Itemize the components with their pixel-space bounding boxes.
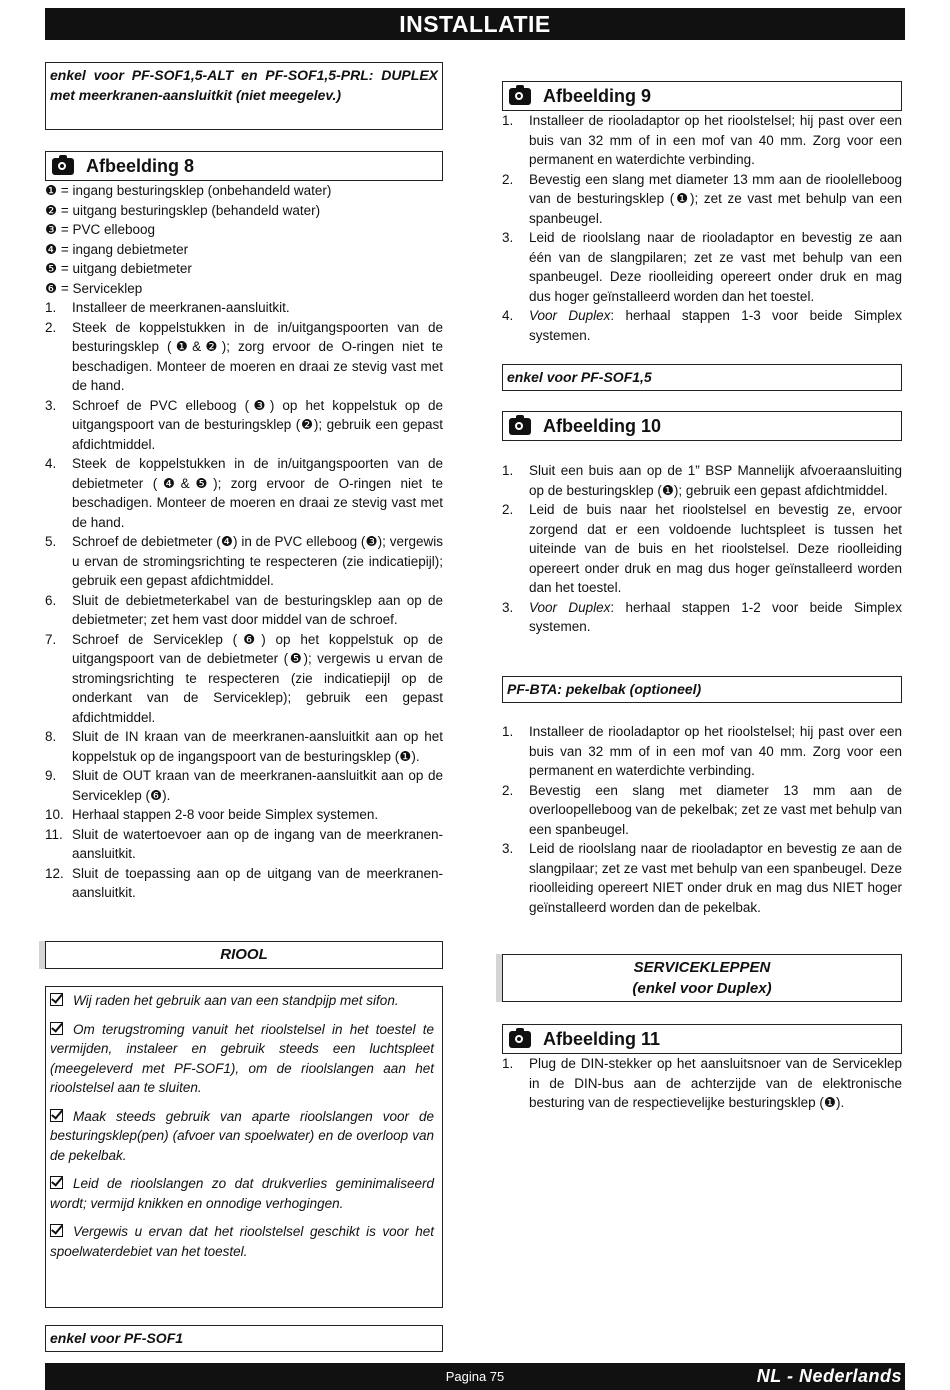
step-item [502, 228, 902, 306]
step-number: 4. [45, 456, 57, 471]
page-title: INSTALLATIE [45, 8, 905, 40]
note-duplex: enkel voor PF-SOF1,5-ALT en PF-SOF1,5-PRL: DUPLEX met meerkranen-aansluitkit (niet meegelev.) [45, 62, 443, 130]
camera-icon [509, 418, 531, 435]
step-item [45, 454, 443, 532]
legend-item: ❶ = ingang besturingsklep (onbehandeld water) [45, 183, 332, 198]
step-number: 2. [502, 782, 514, 798]
checkbox-icon [50, 1022, 63, 1035]
step-text: Steek de koppelstukken in de in/uitgangspoorten van de besturingsklep (❶&❷); zorg ervoor de O-ringen niet te beschadigen. Monteer de moeren en draai ze stevig vast met de hand. [72, 319, 443, 393]
steps-figure-10 [502, 461, 902, 637]
step-number: 2. [502, 502, 514, 517]
step-number: 4. [502, 308, 514, 323]
step-number: 1. [45, 300, 57, 315]
step-text: Sluit een buis aan op de 1” BSP Mannelijk afvoeraansluiting op de besturingsklep (❶); gebruik een gepast afdichtmiddel. [529, 463, 902, 498]
legend-item: ❸ = PVC elleboog [45, 222, 156, 237]
language-label: NL - Nederlands [756, 1366, 902, 1386]
step-number: 1. [502, 1056, 514, 1071]
step-item [45, 591, 443, 630]
step-item [502, 722, 902, 781]
step-item [502, 781, 902, 840]
serviceklep-subtitle: (enkel voor Duplex) [632, 980, 772, 997]
riool-heading: RIOOL [45, 941, 443, 969]
tip-text: Leid de rioolslangen zo dat drukverlies geminimaliseerd wordt; vermijd knikken en onnodige verhogingen. [50, 1176, 434, 1211]
legend-item: ❹ = ingang debietmeter [45, 241, 189, 257]
tip-item [50, 1020, 434, 1098]
note-pf-bta: PF-BTA: pekelbak (optioneel) [502, 676, 902, 703]
step-number: 1. [502, 724, 514, 739]
step-number: 3. [502, 599, 514, 615]
step-text: Voor Duplex: herhaal stappen 1-3 voor beide Simplex systemen. [529, 308, 902, 343]
step-number: 5. [45, 534, 57, 549]
step-number: 1. [502, 113, 514, 128]
steps-figure-9 [502, 111, 902, 345]
steps-list [45, 298, 443, 903]
page-number: Pagina 75 [445, 1369, 505, 1384]
step-text: Schroef de debietmeter (❹) in de PVC elleboog (❸); vergewis u ervan de stromingsrichting te respecteren (zie indicatiepijl); gebruik een gepast afdichtmiddel. [72, 534, 443, 588]
step-text: Leid de rioolslang naar de riooladaptor en bevestig ze aan één van de slangpilaren; zet ze vast met behulp van een spanbeugel. Deze rioolleiding opereert onder druk en mag dus hoger geïnstalleerd worden dan het toestel. [529, 230, 902, 304]
checkbox-icon [50, 1176, 63, 1189]
step-number: 6. [45, 592, 57, 608]
step-text: Sluit de OUT kraan van de meerkranen-aansluitkit aan op de Serviceklep (❻). [72, 768, 443, 803]
step-number: 2. [45, 319, 57, 335]
step-text: Installeer de riooladaptor op het rioolstelsel; hij past over een buis van 32 mm of in een mof van 40 mm. Zorg voor een permanent en waterdichte verbinding. [529, 113, 902, 167]
step-text: Bevestig een slang met diameter 13 mm aan de overloopelleboog van de pekelbak; zet ze vast met behulp van een spanbeugel. [529, 782, 902, 837]
legend-list [45, 181, 443, 903]
figure-9-header [502, 81, 902, 111]
figure-9-title: Afbeelding 9 [543, 85, 652, 106]
step-item [45, 532, 443, 591]
camera-icon [509, 1031, 531, 1048]
step-number: 3. [502, 841, 514, 856]
note-pf-sof1-5: enkel voor PF-SOF1,5 [502, 364, 902, 391]
step-item [45, 805, 443, 825]
tip-text: Vergewis u ervan dat het rioolstelsel geschikt is voor het spoelwaterdebiet van het toestel. [50, 1224, 434, 1259]
step-number: 7. [45, 631, 57, 647]
step-item [502, 1054, 902, 1113]
figure-8-title: Afbeelding 8 [86, 155, 195, 176]
step-text: Plug de DIN-stekker op het aansluitsnoer van de Serviceklep in de DIN-bus aan de achterzijde van de elektronische besturing van de respectievelijke besturingsklep (❶). [529, 1056, 902, 1110]
step-item [45, 766, 443, 805]
step-text: Voor Duplex: herhaal stappen 1-2 voor beide Simplex systemen. [529, 599, 902, 634]
step-text: Schroef de PVC elleboog (❸) op het koppelstuk op de uitgangspoort van de besturingsklep (❷); gebruik een gepast afdichtmiddel. [72, 397, 443, 452]
step-item [502, 306, 902, 345]
camera-icon [52, 158, 74, 175]
step-number: 11. [45, 826, 63, 842]
step-text: Sluit de toepassing aan op de uitgang van de meerkranen-aansluitkit. [72, 865, 443, 900]
legend-item: ❷ = uitgang besturingsklep (behandeld water) [45, 202, 321, 218]
figure-8-header [45, 151, 443, 181]
figure-10-title: Afbeelding 10 [543, 415, 662, 436]
checkbox-icon [50, 993, 63, 1006]
step-item [45, 298, 443, 318]
figure-11-header [502, 1024, 902, 1054]
step-item [45, 630, 443, 728]
step-text: Installeer de riooladaptor op het rioolstelsel; hij past over een buis van 32 mm of in een mof van 40 mm. Zorg voor een permanent en waterdichte verbinding. [529, 724, 902, 778]
step-number: 8. [45, 729, 57, 744]
step-item [45, 825, 443, 864]
legend-item: ❺ = uitgang debietmeter [45, 261, 192, 276]
serviceklep-title: SERVICEKLEPPEN [633, 959, 771, 976]
step-item [45, 727, 443, 766]
step-item [502, 111, 902, 170]
step-number: 3. [502, 230, 514, 245]
step-item [502, 461, 902, 500]
step-number: 12. [45, 865, 64, 881]
serviceklep-heading [502, 954, 902, 1002]
step-number: 3. [45, 397, 57, 413]
step-item [502, 598, 902, 637]
step-text: Installeer de meerkranen-aansluitkit. [72, 300, 290, 315]
step-text: Schroef de Serviceklep (❻) op het koppelstuk op de uitgangspoort van de debietmeter (❺); vergewis u ervan de stromingsrichting te respecteren (zie indicatiepijl op de onderkant van de Serviceklep); gebruik een gepast afdichtmiddel. [72, 631, 443, 725]
step-text: Leid de rioolslang naar de riooladaptor en bevestig ze aan de slangpilaar; zet ze vast met behulp van een spanbeugel. Deze rioolleiding opereert NIET onder druk en mag dus NIET hoger geïnstalleerd worden dan de pekelbak. [529, 841, 902, 915]
tip-item [50, 991, 434, 1011]
step-number: 2. [502, 171, 514, 187]
step-text: Bevestig een slang met diameter 13 mm aan de rioolelleboog van de besturingsklep (❶); zet ze vast met behulp van een spanbeugel. [529, 171, 902, 226]
step-text: Sluit de watertoevoer aan op de ingang van de meerkranen-aansluitkit. [72, 826, 443, 861]
tip-text: Wij raden het gebruik aan van een standpijp met sifon. [73, 993, 399, 1008]
figure-11-title: Afbeelding 11 [543, 1028, 661, 1049]
legend-item: ❻ = Serviceklep [45, 280, 143, 296]
tips-box [45, 986, 443, 1308]
step-number: 9. [45, 768, 57, 783]
step-item [45, 864, 443, 903]
figure-10-header [502, 411, 902, 441]
step-item [502, 839, 902, 917]
step-text: Steek de koppelstukken in de in/uitgangspoorten van de debietmeter (❹&❺); zorg ervoor de O-ringen niet te beschadigen. Monteer de moeren en draai ze stevig vast met de hand. [72, 456, 443, 530]
tip-item [50, 1222, 434, 1261]
step-number: 10. [45, 807, 64, 822]
step-item [502, 500, 902, 598]
step-item [45, 396, 443, 455]
steps-pekelbak [502, 722, 902, 917]
step-text: Sluit de IN kraan van de meerkranen-aansluitkit aan op het koppelstuk op de ingangspoort van de besturingsklep (❶). [72, 729, 443, 764]
step-text: Leid de buis naar het rioolstelsel en bevestig ze, ervoor zorgend dat er een voldoende luchtspleet is tussen het uiteinde van de buis en het rioolstelsel. Deze rioolleiding opereert onder druk en mag dus hoger geïnstalleerd worden dan het toestel. [529, 502, 902, 595]
step-text: Herhaal stappen 2-8 voor beide Simplex systemen. [72, 807, 379, 822]
note-pf-sof1: enkel voor PF-SOF1 [45, 1325, 443, 1352]
step-number: 1. [502, 463, 514, 478]
tip-text: Om terugstroming vanuit het rioolstelsel in het toestel te vermijden, instaleer en gebruik steeds een luchtspleet (meegeleverd met PF-SOF1), om de rioolslangen aan het rioolstelsel aan te sluiten. [50, 1021, 434, 1095]
step-item [45, 318, 443, 396]
checkbox-icon [50, 1224, 63, 1237]
tip-text: Maak steeds gebruik van aparte rioolslangen voor de besturingsklep(pen) (afvoer van spoelwater) en de overloop van de pekelbak. [50, 1108, 434, 1163]
step-item [502, 170, 902, 229]
steps-figure-11 [502, 1054, 902, 1113]
checkbox-icon [50, 1109, 63, 1122]
footer [45, 1363, 905, 1390]
tip-item [50, 1107, 434, 1166]
camera-icon [509, 88, 531, 105]
tip-item [50, 1174, 434, 1213]
step-text: Sluit de debietmeterkabel van de besturingsklep aan op de debietmeter; zet hem vast door middel van de schroef. [72, 592, 443, 627]
